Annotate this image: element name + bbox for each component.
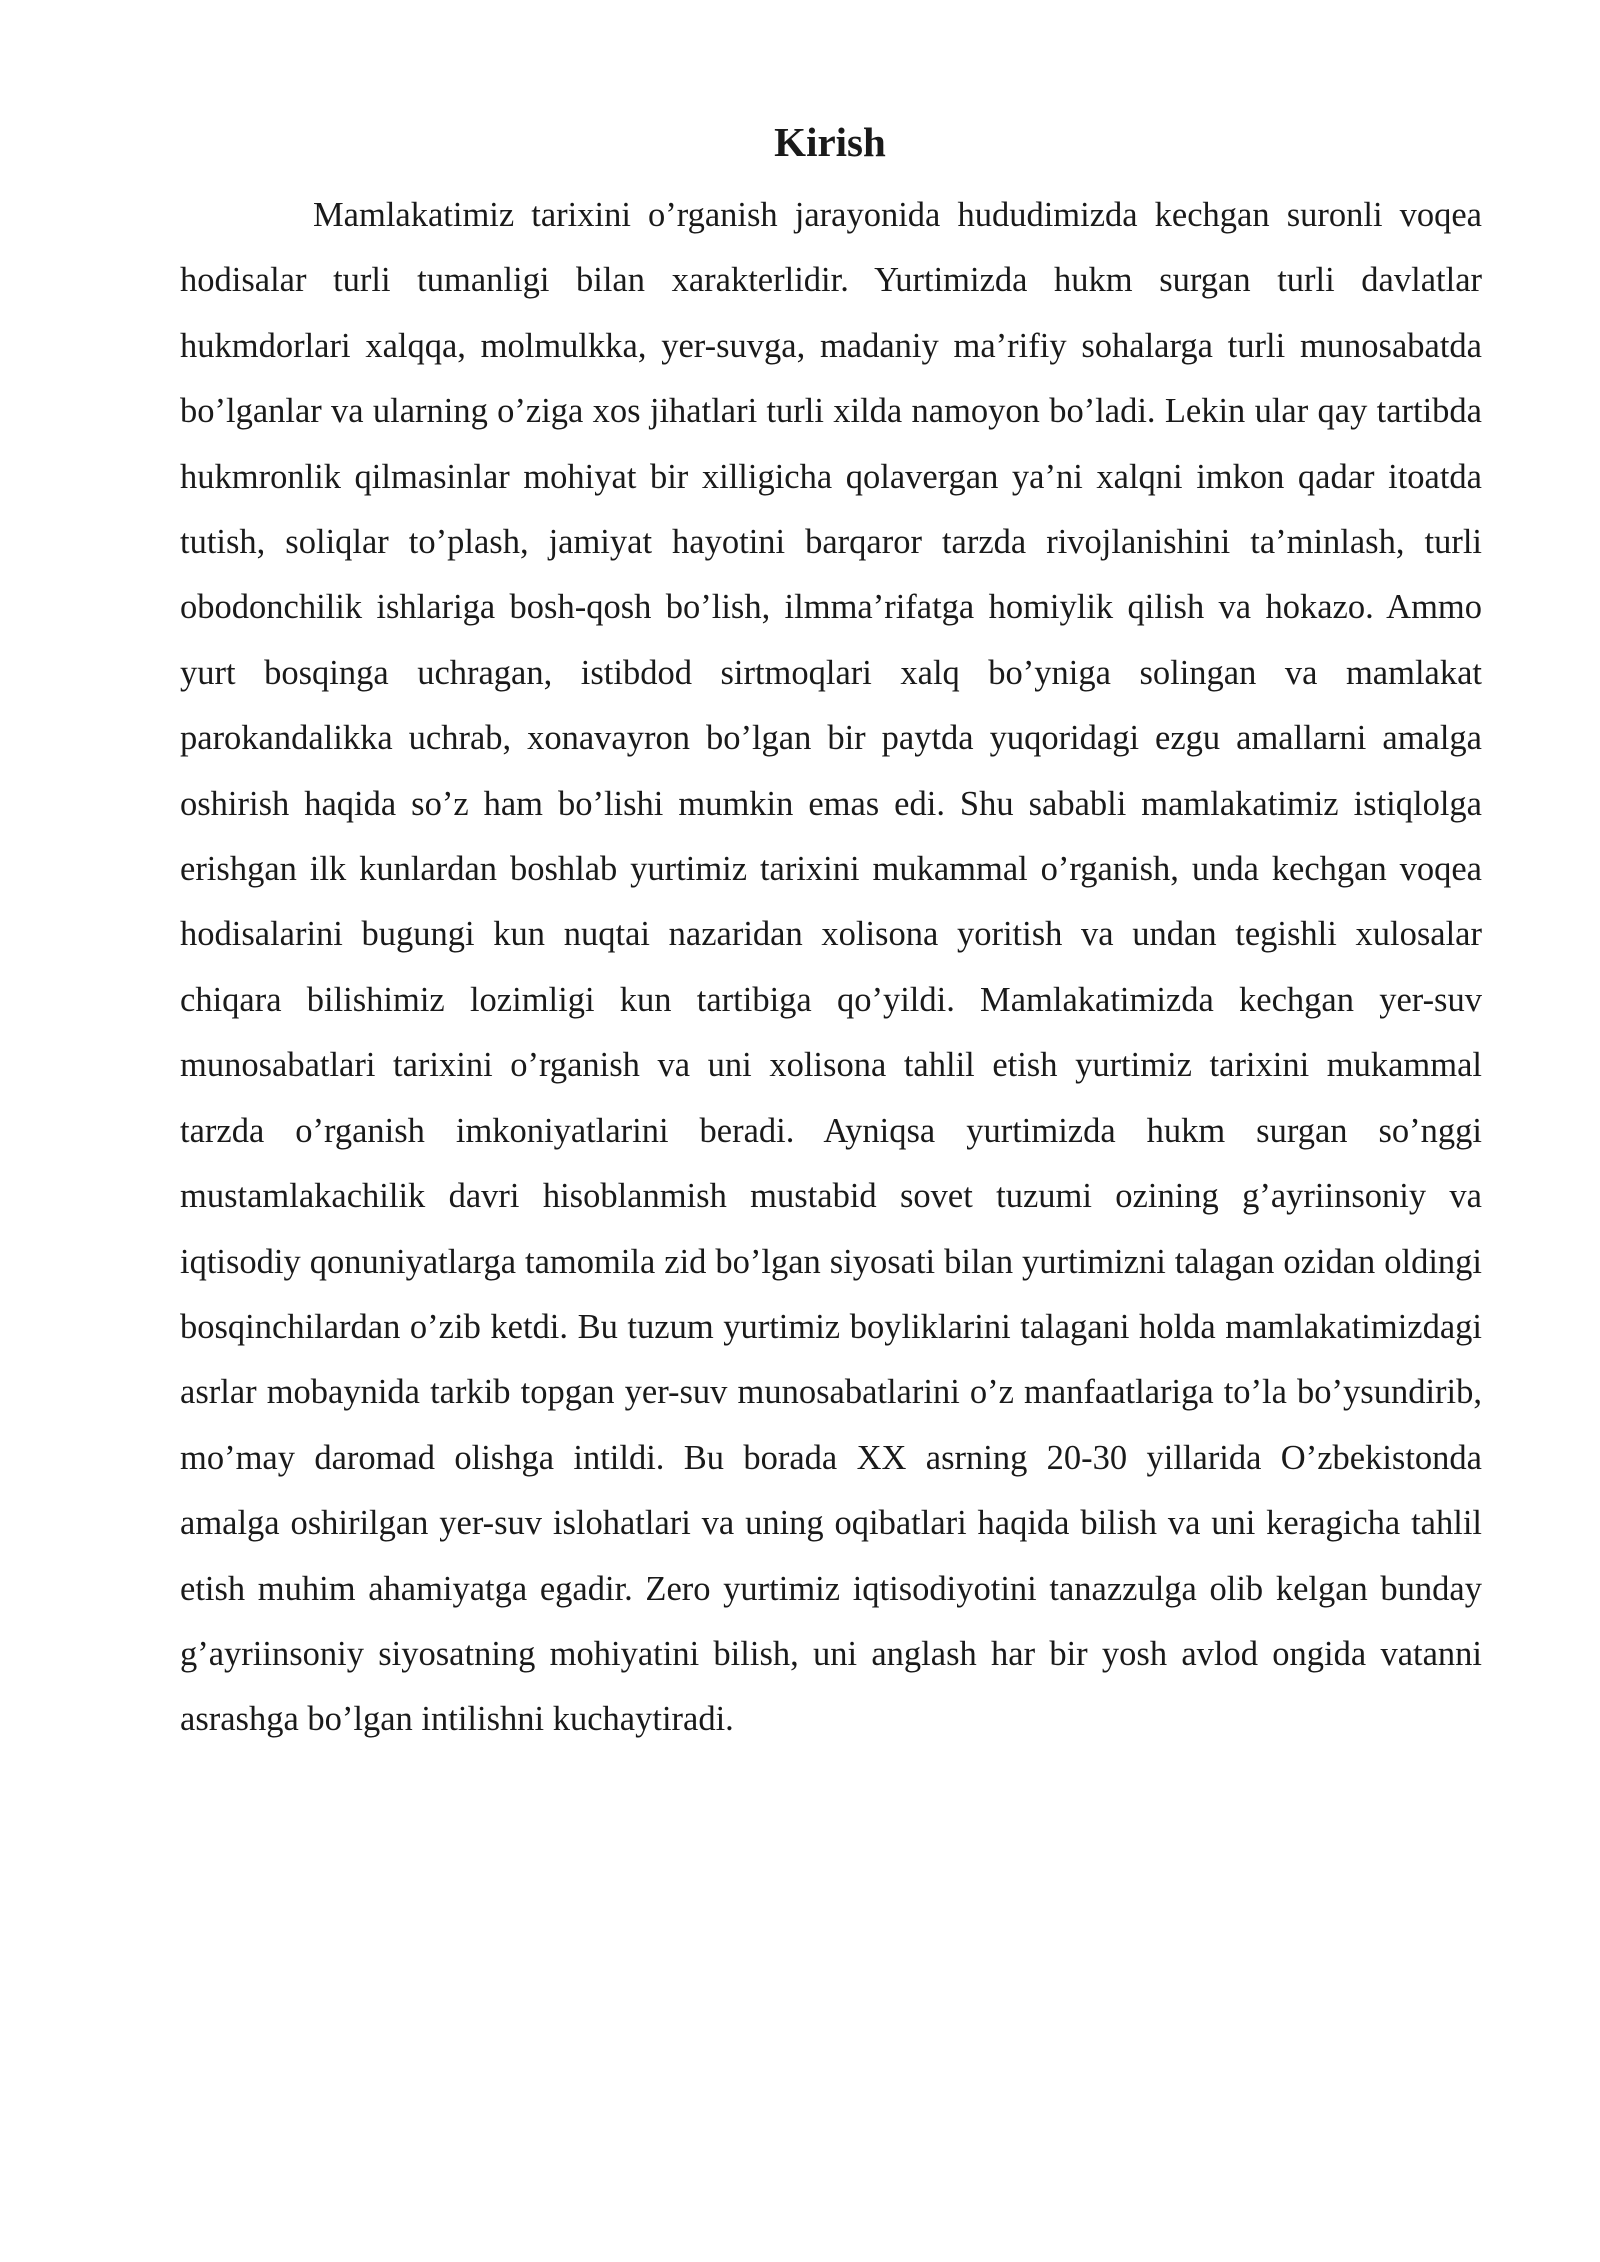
- page-title: Kirish: [774, 119, 886, 165]
- body-paragraph: Mamlakatimiz tarixini o’rganish jarayonida hududimizda kechgan suronli voqea hodisalar turli tumanligi bilan xarakterlidir. Yurtimizda hukm surgan turli davlatlar hukmdorlari xalqqa, molmulkka, yer-suvga, madaniy ma’rifiy sohalarga turli munosabatda bo’lganlar va ularning o’ziga xos jihatlari turli xilda namoyon bo’ladi. Lekin ular qay tartibda hukmronlik qilmasinlar mohiyat bir xilligicha qolavergan ya’ni xalqni imkon qadar itoatda tutish, soliqlar to’plash, jamiyat hayotini barqaror tarzda rivojlanishini ta’minlash, turli obodonchilik ishlariga bosh-qosh bo’lish, ilmma’rifatga homiylik qilish va hokazo. Ammo yurt bosqinga uchragan, istibdod sirtmoqlari xalq bo’yniga solingan va mamlakat parokandalikka uchrab, xonavayron bo’lgan bir paytda yuqoridagi ezgu amallarni amalga oshirish haqida so’z ham bo’lishi mumkin emas edi. Shu sababli mamlakatimiz istiqlolga erishgan ilk kunlardan boshlab yurtimiz tarixini mukammal o’rganish, unda kechgan voqea hodisalarini bugungi kun nuqtai nazaridan xolisona yoritish va undan tegishli xulosalar chiqara bilishimiz lozimligi kun tartibiga qo’yildi. Mamlakatimizda kechgan yer-suv munosabatlari tarixini o’rganish va uni xolisona tahlil etish yurtimiz tarixini mukammal tarzda o’rganish imkoniyatlarini beradi. Ayniqsa yurtimizda hukm surgan so’nggi mustamlakachilik davri hisoblanmish mustabid sovet tuzumi ozining g’ayriinsoniy va iqtisodiy qonuniyatlarga tamomila zid bo’lgan siyosati bilan yurtimizni talagan ozidan oldingi bosqinchilardan o’zib ketdi. Bu tuzum yurtimiz boyliklarini talagani holda mamlakatimizdagi asrlar mobaynida tarkib topgan yer-suv munosabatlarini o’z manfaatlariga to’la bo’ysundirib, mo’may daromad olishga intildi. Bu borada XX asrning 20-30 yillarida O’zbekistonda amalga oshirilgan yer-suv islohatlari va uning oqibatlari haqida bilish va uni keragicha tahlil etish muhim ahamiyatga egadir. Zero yurtimiz iqtisodiyotini tanazzulga olib kelgan bunday g’ayriinsoniy siyosatning mohiyatini bilish, uni anglash har bir yosh avlod ongida vatanni asrashga bo’lgan intilishni kuchaytiradi.: [180, 196, 1482, 1739]
